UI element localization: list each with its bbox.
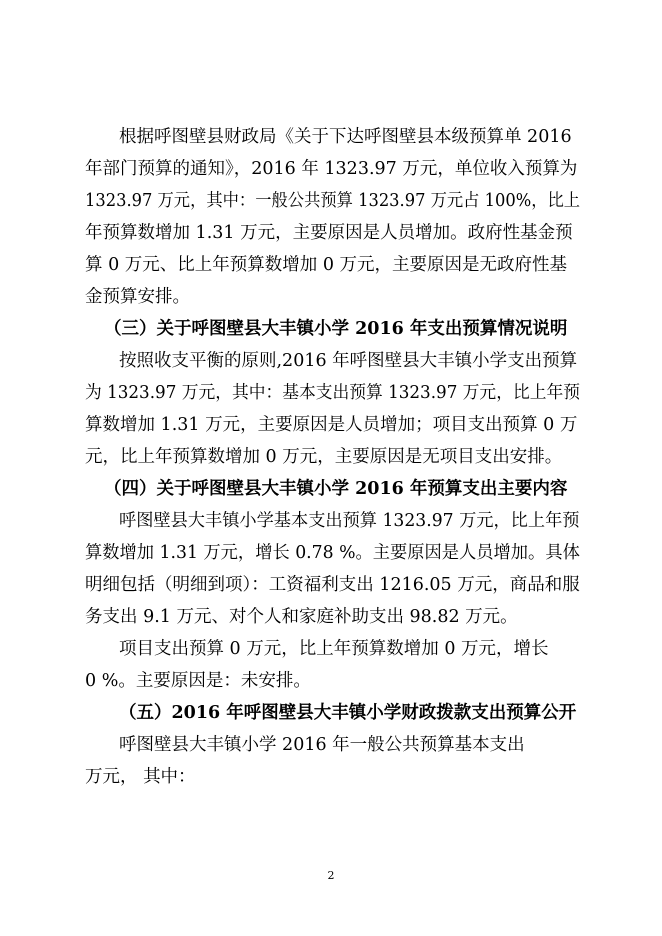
income-budget-line-3 <box>0 189 662 213</box>
basic-expenditure-line-3 <box>0 573 662 597</box>
income-budget-line-6 <box>0 285 662 309</box>
expenditure-budget-line-3 <box>0 413 662 437</box>
section-heading-text: （五）2016 年呼图壁县大丰镇小学财政拨款支出预算公开 <box>119 703 577 723</box>
project-expenditure-text: 0 %。主要原因是：未安排。 <box>85 671 311 691</box>
income-budget-line-2 <box>0 157 662 181</box>
income-budget-text: 金预算安排。 <box>85 287 190 307</box>
fiscal-allocation-text: 万元， 其中： <box>85 767 196 787</box>
section-heading-3 <box>0 317 662 341</box>
income-budget-text: 年预算数增加 1.31 万元，主要原因是人员增加。政府性基金预 <box>85 223 573 243</box>
income-budget-text: 根据呼图壁县财政局《关于下达呼图壁县本级预算单 2016 <box>119 127 572 147</box>
project-expenditure-line-2 <box>0 669 662 693</box>
basic-expenditure-text: 呼图壁县大丰镇小学基本支出预算 1323.97 万元，比上年预 <box>119 511 580 531</box>
page-number: 2 <box>327 869 335 882</box>
section-heading-text: （三）关于呼图壁县大丰镇小学 2016 年支出预算情况说明 <box>104 319 568 339</box>
section-heading-text: （四）关于呼图壁县大丰镇小学 2016 年预算支出主要内容 <box>104 479 568 499</box>
income-budget-line-5 <box>0 253 662 277</box>
expenditure-budget-line-1 <box>0 349 662 373</box>
project-expenditure-text: 项目支出预算 0 万元，比上年预算数增加 0 万元，增长 <box>119 639 549 659</box>
basic-expenditure-text: 务支出 9.1 万元、对个人和家庭补助支出 98.82 万元。 <box>85 607 518 627</box>
project-expenditure-line-1 <box>0 637 662 661</box>
expenditure-budget-text: 为 1323.97 万元，其中：基本支出预算 1323.97 万元，比上年预 <box>85 383 580 403</box>
expenditure-budget-line-4 <box>0 445 662 469</box>
income-budget-line-4 <box>0 221 662 245</box>
expenditure-budget-text: 元，比上年预算数增加 0 万元，主要原因是无项目支出安排。 <box>85 447 563 467</box>
income-budget-text: 算 0 万元、比上年预算数增加 0 万元，主要原因是无政府性基 <box>85 255 568 275</box>
basic-expenditure-line-1 <box>0 509 662 533</box>
income-budget-text: 年部门预算的通知》，2016 年 1323.97 万元，单位收入预算为 <box>85 159 578 179</box>
income-budget-text: 1323.97 万元，其中：一般公共预算 1323.97 万元占 100%，比上 <box>85 191 581 211</box>
income-budget-line-1 <box>0 125 662 149</box>
fiscal-allocation-text: 呼图壁县大丰镇小学 2016 年一般公共预算基本支出 <box>119 735 525 755</box>
section-heading-4 <box>0 477 662 501</box>
expenditure-budget-text: 算数增加 1.31 万元，主要原因是人员增加；项目支出预算 0 万 <box>85 415 578 435</box>
basic-expenditure-line-4 <box>0 605 662 629</box>
expenditure-budget-line-2 <box>0 381 662 405</box>
basic-expenditure-text: 明细包括（明细到项）：工资福利支出 1216.05 万元，商品和服 <box>85 575 580 595</box>
basic-expenditure-line-2 <box>0 541 662 565</box>
basic-expenditure-text: 算数增加 1.31 万元，增长 0.78 %。主要原因是人员增加。具体 <box>85 543 580 563</box>
fiscal-allocation-line-2 <box>0 765 662 789</box>
section-heading-5 <box>0 701 662 725</box>
expenditure-budget-text: 按照收支平衡的原则,2016 年呼图壁县大丰镇小学支出预算 <box>119 351 578 371</box>
fiscal-allocation-line-1 <box>0 733 662 757</box>
